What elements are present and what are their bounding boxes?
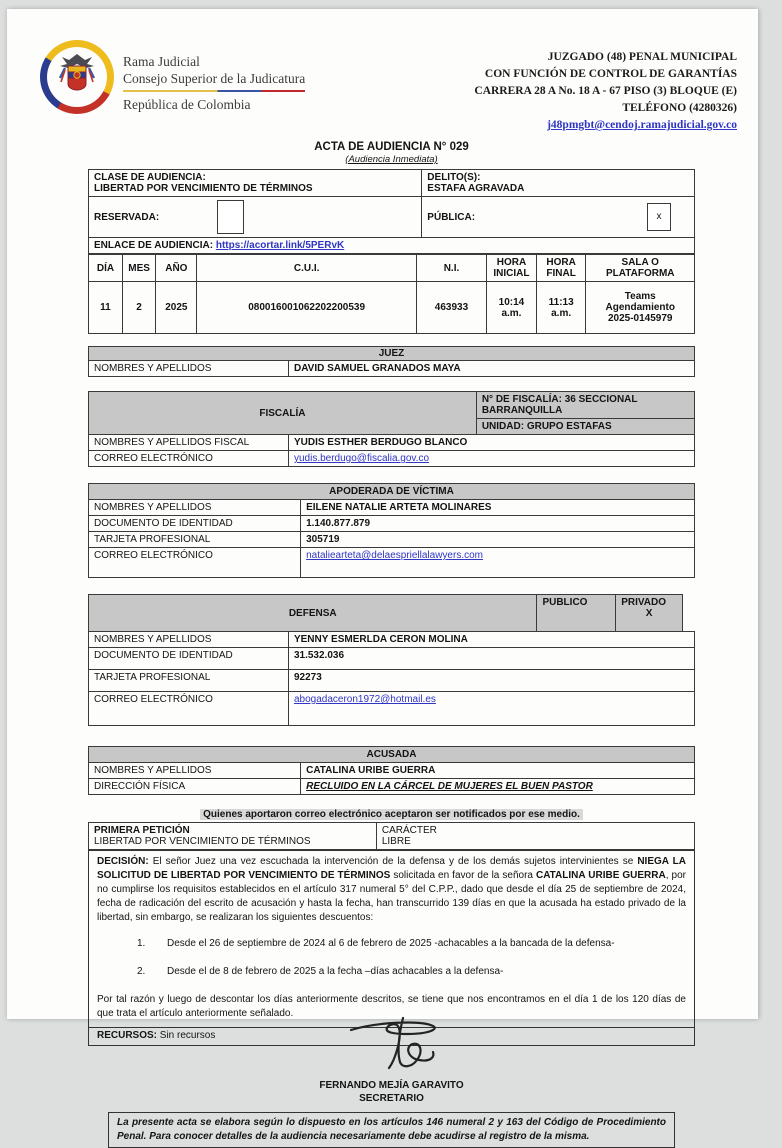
defensa-privado-header [616,595,683,632]
col-header-cui: C.U.I. [197,255,416,282]
org-line1: Rama Judicial [123,54,200,69]
privado-label: PRIVADO [621,597,667,608]
defensa-tarjeta-label: TARJETA PROFESIONAL [89,670,289,692]
table-row [89,670,695,692]
reservada-label: RESERVADA: [94,211,160,223]
decision-conclusion: Por tal razón y luego de descontar los días anteriormente descritos, se tiene que nos encontramos en el día 1 de los 120 días de que trata el artículo anteriormente señalado. [97,994,686,1019]
defensa-documento-value: 31.532.036 [288,648,694,670]
acusada-section-title: ACUSADA [89,747,695,763]
decision-text-1: El señor Juez una vez escuchada la intervención de la defensa y de los demás sujetos intervinientes se [148,856,638,867]
court-line2: CON FUNCIÓN DE CONTROL DE GARANTÍAS [484,68,737,80]
org-line2: Consejo Superior de la Judicatura [123,71,306,86]
delito-value: ESTAFA AGRAVADA [427,183,525,194]
acusada-nombres-value: CATALINA URIBE GUERRA [301,763,695,779]
decision-text-3: , por no cumplirse los requisitos establecidos en el artículo 317 numeral 5° del C.P.P., dado que desde el día 25 de septiembre de 2024, fecha de radicación del escrito de acusación y hasta la fecha, han transcurrido 139 días en que la acusada ha estado privado de la libertad, sin embargo, se realizaran los siguientes descuentos: [97,870,686,923]
fiscalia-section-title: FISCALÍA [89,392,477,435]
cell-sala: Teams Agendamiento 2025-0145979 [586,282,695,334]
rama-judicial-seal-icon [40,40,114,114]
cell-hora-inicial: 10:14 a.m. [487,282,537,334]
fiscalia-unidad: UNIDAD: GRUPO ESTAFAS [476,419,694,435]
footer-note: La presente acta se elabora según lo dispuesto en los artículos 146 numeral 2 y 163 del Código de Procedimiento Penal. Para conocer detalles de la audiencia necesariamente debe acudirse al registro de la misma. [108,1112,675,1148]
document-header [7,9,758,131]
org-line3: República de Colombia [123,97,251,112]
peticion-value: LIBERTAD POR VENCIMIENTO DE TÉRMINOS [94,836,311,847]
defensa-correo-label: CORREO ELECTRÓNICO [89,692,289,726]
defensa-nombres-label: NOMBRES Y APELLIDOS [89,632,289,648]
col-header-dia: DÍA [89,255,123,282]
schedule-table [88,254,695,334]
col-header-hora-final: HORA FINAL [536,255,586,282]
defensa-tarjeta-value: 92273 [288,670,694,692]
col-header-mes: MES [122,255,155,282]
juez-nombres-value: DAVID SAMUEL GRANADOS MAYA [288,361,694,377]
defensa-table [88,594,695,726]
table-row [89,692,695,726]
secretary-name: FERNANDO MEJÍA GARAVITO [319,1080,464,1091]
fiscal-correo-label: CORREO ELECTRÓNICO [89,451,289,467]
list-item [137,965,686,979]
table-row [89,548,695,578]
col-header-ni: N.I. [416,255,486,282]
list-item [137,937,686,951]
coat-of-arms-icon [57,52,97,100]
fiscalia-numero: N° DE FISCALÍA: 36 SECCIONAL BARRANQUILLA [476,392,694,419]
table-row [89,779,695,795]
table-row [89,632,695,648]
table-row [89,451,695,467]
defensa-section-title: DEFENSA [89,595,537,632]
clase-label: CLASE DE AUDIENCIA: [94,172,206,183]
acusada-table [88,746,695,795]
defensa-email-link[interactable]: abogadaceron1972@hotmail.es [293,694,436,705]
recursos-label: RECURSOS: [97,1030,158,1041]
cell-dia: 11 [89,282,123,334]
email-notice [88,809,695,820]
cell-hora-final: 11:13 a.m. [536,282,586,334]
publica-label: PÚBLICA: [427,211,476,223]
page-subtitle: (Audiencia Inmediata) [345,154,438,165]
col-header-ano: AÑO [156,255,197,282]
apoderada-documento-value: 1.140.877.879 [301,516,695,532]
juez-nombres-label: NOMBRES Y APELLIDOS [89,361,289,377]
cell-mes: 2 [122,282,155,334]
publica-checkbox[interactable]: x [647,203,671,231]
decision-label: DECISIÓN: [97,856,149,867]
apoderada-section-title: APODERADA DE VÍCTIMA [89,484,695,500]
apoderada-tarjeta-label: TARJETA PROFESIONAL [89,532,301,548]
list-item-text: Desde el de 8 de febrero de 2025 a la fecha –días achacables a la defensa- [167,966,504,977]
reservada-checkbox[interactable] [217,200,244,234]
table-row [89,763,695,779]
privado-value[interactable]: X [645,608,653,619]
court-address-block [474,49,737,134]
signature-block [88,1012,695,1105]
tricolor-divider [123,90,305,92]
apoderada-email-link[interactable]: nataliearteta@delaespriellalawyers.com [306,550,483,561]
cell-ano: 2025 [156,282,197,334]
org-title-block [123,53,305,113]
apoderada-table [88,483,695,578]
juez-table [88,346,695,377]
fiscal-email-link[interactable]: yudis.berdugo@fiscalia.gov.co [293,453,430,464]
col-header-sala: SALA O PLATAFORMA [586,255,695,282]
acusada-direccion-value: RECLUIDO EN LA CÁRCEL DE MUJERES EL BUEN PASTOR [301,779,695,795]
enlace-link[interactable]: https://acortar.link/5PERvK [215,240,345,251]
table-row [89,361,695,377]
court-line4: TELÉFONO (4280326) [622,102,737,114]
cell-cui: 080016001062202200539 [197,282,416,334]
publico-label: PUBLICO [542,597,588,608]
court-email-link[interactable]: j48pmgbt@cendoj.ramajudicial.gov.co [547,119,737,131]
list-item-number: 1. [137,938,146,949]
peticion-table [88,822,695,850]
table-row [89,435,695,451]
caracter-label: CARÁCTER [381,825,437,836]
table-row [89,532,695,548]
table-row [89,516,695,532]
list-item-number: 2. [137,966,146,977]
defensa-nombres-value: YENNY ESMERLDA CERON MOLINA [288,632,694,648]
delito-label: DELITO(S): [427,172,481,183]
peticion-label: PRIMERA PETICIÓN [94,825,190,836]
recursos-value: Sin recursos [157,1030,216,1041]
clase-value: LIBERTAD POR VENCIMIENTO DE TÉRMINOS [94,183,313,194]
juez-section-title: JUEZ [89,347,695,361]
table-row [89,648,695,670]
apoderada-correo-label: CORREO ELECTRÓNICO [89,548,301,578]
fiscal-nombres-value: YUDIS ESTHER BERDUGO BLANCO [288,435,694,451]
fiscalia-table [88,391,695,467]
enlace-label: ENLACE DE AUDIENCIA: [94,240,214,251]
col-header-hora-inicial: HORA INICIAL [487,255,537,282]
case-info-table [88,169,695,254]
document-page [7,9,758,1142]
decision-list [137,937,686,979]
apoderada-tarjeta-value: 305719 [301,532,695,548]
list-item-text: Desde el 26 de septiembre de 2024 al 6 de febrero de 2025 -achacables a la bancada de la defensa- [167,938,615,949]
decision-bold-1: NIEGA LA SOLICITUD DE LIBERTAD POR VENCIMIENTO DE TÉRMINOS [97,856,686,881]
defensa-documento-label: DOCUMENTO DE IDENTIDAD [89,648,289,670]
court-line3: CARRERA 28 A No. 18 A - 67 PISO (3) BLOQUE (E) [474,85,737,97]
cell-ni: 463933 [416,282,486,334]
fiscal-nombres-label: NOMBRES Y APELLIDOS FISCAL [89,435,289,451]
acusada-direccion-label: DIRECCIÓN FÍSICA [89,779,301,795]
decision-paragraph [89,851,694,1027]
defensa-publico-header [537,595,616,632]
decision-text-2: solicitada en favor de la señora [390,870,536,881]
header-filler [682,595,694,632]
apoderada-nombres-value: EILENE NATALIE ARTETA MOLINARES [301,500,695,516]
signature-scribble-icon [337,1012,447,1074]
table-row [89,500,695,516]
court-line1: JUZGADO (48) PENAL MUNICIPAL [547,51,737,63]
page-title: ACTA DE AUDIENCIA N° 029 [314,141,469,153]
acusada-nombres-label: NOMBRES Y APELLIDOS [89,763,301,779]
secretary-role: SECRETARIO [359,1093,424,1104]
apoderada-documento-label: DOCUMENTO DE IDENTIDAD [89,516,301,532]
decision-bold-2: CATALINA URIBE GUERRA [535,870,666,881]
apoderada-nombres-label: NOMBRES Y APELLIDOS [89,500,301,516]
email-notice-text: Quienes aportaron correo electrónico aceptaron ser notificados por ese medio. [200,809,583,820]
caracter-value: LIBRE [381,836,411,847]
